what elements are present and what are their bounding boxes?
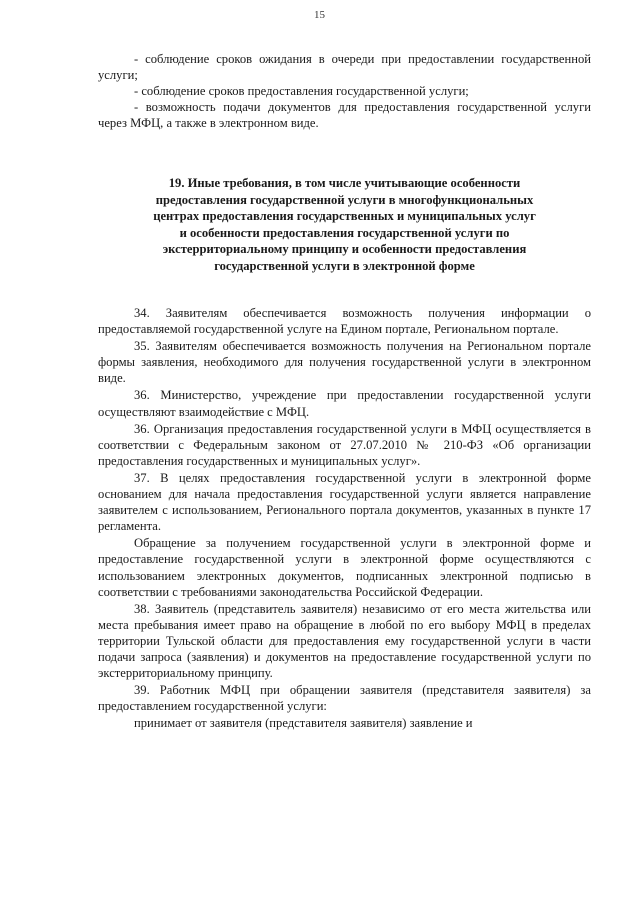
paragraph: 35. Заявителям обеспечивается возможность получения на Региональном портале формы заявления, необходимого для получения государственной услуги в электронном виде. bbox=[98, 339, 591, 386]
paragraph: Обращение за получением государственной услуги в электронной форме и предоставление государственной услуги в электронной форме осуществляются с использованием электронных документов, подписанных электронной подписью в соответствии с требованиями законодательства Российской Федерации. bbox=[98, 536, 591, 599]
paragraph: 34. Заявителям обеспечивается возможность получения информации о предоставляемой государственной услуге на Едином портале, Региональном портале. bbox=[98, 306, 591, 337]
section-heading-line: экстерриториальному принципу и особенности предоставления bbox=[162, 242, 527, 257]
paragraph: 38. Заявитель (представитель заявителя) независимо от его места жительства или места пребывания имеет право на обращение в любой по его выбору МФЦ в пределах территории Тульской области для предоставления ему государственной услуги в части подачи запроса (заявления) и документов на предоставление государственной услуги по экстерриториальному принципу. bbox=[98, 601, 591, 681]
intro-list bbox=[98, 51, 591, 131]
section-heading-line: 19. Иные требования, в том числе учитывающие особенности bbox=[168, 176, 521, 190]
intro-item: - соблюдение сроков ожидания в очереди при предоставлении государственной услуги; bbox=[98, 52, 591, 82]
paragraph: 39. Работник МФЦ при обращении заявителя (представителя заявителя) за предоставлением государственной услуги: bbox=[98, 683, 591, 714]
intro-item: - возможность подачи документов для предоставления государственной услуги через МФЦ, а также в электронном виде. bbox=[98, 100, 591, 130]
section-heading-line: центрах предоставления государственных и муниципальных услуг bbox=[153, 209, 536, 224]
section-heading-line: государственной услуги в электронной форме bbox=[214, 258, 475, 273]
paragraph: 36. Организация предоставления государственной услуги в МФЦ осуществляется в соответствии с Федеральным законом от 27.07.2010 № 210-ФЗ «Об организации предоставления государственных и муниципальных услуг». bbox=[98, 421, 591, 468]
section-heading-line: предоставления государственной услуги в многофункциональных bbox=[155, 192, 534, 207]
section-heading bbox=[96, 175, 593, 275]
page-number: 15 bbox=[314, 9, 325, 21]
paragraph: принимает от заявителя (представителя заявителя) заявление и bbox=[134, 716, 473, 731]
section-heading-line: и особенности предоставления государственной услуги по bbox=[179, 225, 510, 240]
body-text bbox=[98, 305, 591, 732]
paragraph: 37. В целях предоставления государственной услуги в электронной форме основанием для начала предоставления государственной услуги является направление заявителем с использованием, Регионального портала документов, указанных в пункте 17 регламента. bbox=[98, 470, 591, 534]
paragraph: 36. Министерство, учреждение при предоставлении государственной услуги осуществляют взаимодействие с МФЦ. bbox=[98, 388, 591, 419]
intro-item: - соблюдение сроков предоставления государственной услуги; bbox=[134, 84, 469, 98]
